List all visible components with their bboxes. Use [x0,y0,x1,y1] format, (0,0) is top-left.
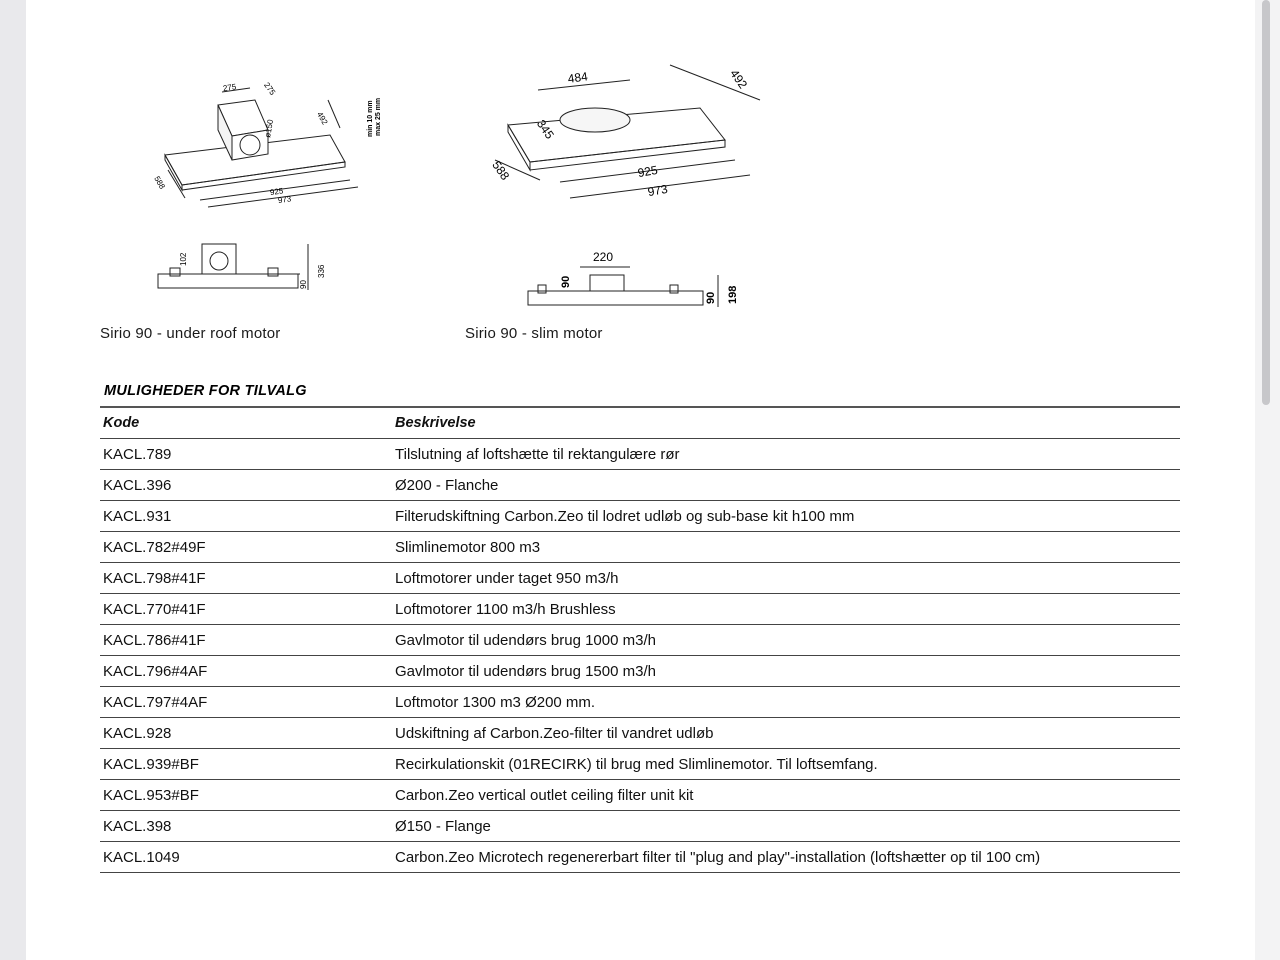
under-roof-motor-drawing [140,70,380,220]
description-cell: Carbon.Zeo vertical outlet ceiling filter unit kit [392,780,1180,811]
dim-text: 588 [489,158,513,183]
caption-slim: Sirio 90 - slim motor [465,325,603,342]
dim-text: 102 [179,252,188,266]
description-cell: Loftmotorer under taget 950 m3/h [392,563,1180,594]
dim-text: 925 [636,162,659,181]
header-code: Kode [100,407,392,439]
table-row [100,718,1180,749]
dim-text: 90 [299,280,308,289]
table-row [100,501,1180,532]
description-cell: Gavlmotor til udendørs brug 1500 m3/h [392,656,1180,687]
dim-text: 492 [727,66,751,92]
description-cell: Carbon.Zeo Microtech regenererbart filter til "plug and play"-installation (loftshætter op til 100 cm) [392,842,1180,873]
slim-side-drawing [520,245,745,315]
table-row [100,594,1180,625]
dim-text: 275 [262,80,278,97]
table-row [100,439,1180,470]
dim-text: 492 [315,110,330,127]
dim-text: 588 [152,174,167,191]
dim-text: 973 [277,194,292,206]
section-title: MULIGHEDER FOR TILVALG [104,383,307,399]
table-row [100,780,1180,811]
description-cell: Recirkulationskit (01RECIRK) til brug med Slimlinemotor. Til loftsemfang. [392,749,1180,780]
description-cell: Loftmotorer 1100 m3/h Brushless [392,594,1180,625]
description-cell: Loftmotor 1300 m3 Ø200 mm. [392,687,1180,718]
table-row [100,470,1180,501]
scrollbar-thumb[interactable] [1262,0,1270,405]
code-cell: KACL.928 [100,718,392,749]
options-table [100,406,1180,873]
code-cell: KACL.789 [100,439,392,470]
dim-text: 220 [593,250,614,264]
table-row [100,842,1180,873]
code-cell: KACL.953#BF [100,780,392,811]
table-row [100,625,1180,656]
dim-text: 345 [533,117,557,142]
code-cell: KACL.798#41F [100,563,392,594]
description-cell: Ø200 - Flanche [392,470,1180,501]
code-cell: KACL.939#BF [100,749,392,780]
code-cell: KACL.782#49F [100,532,392,563]
dim-text: 275 [222,82,237,93]
dim-text: max 25 mm [375,97,382,136]
table-row [100,687,1180,718]
description-cell: Tilslutning af loftshætte til rektangulære rør [392,439,1180,470]
code-cell: KACL.396 [100,470,392,501]
code-cell: KACL.796#4AF [100,656,392,687]
code-cell: KACL.770#41F [100,594,392,625]
dim-text: ø150 [263,118,276,139]
dim-text: 484 [566,69,589,86]
code-cell: KACL.797#4AF [100,687,392,718]
description-cell: Filterudskiftning Carbon.Zeo til lodret udløb og sub-base kit h100 mm [392,501,1180,532]
code-cell: KACL.931 [100,501,392,532]
code-cell: KACL.1049 [100,842,392,873]
slim-motor-drawing [480,60,780,210]
description-cell: Ø150 - Flange [392,811,1180,842]
table-row [100,749,1180,780]
table-row [100,811,1180,842]
header-description: Beskrivelse [392,407,1180,439]
dim-text: 90 [560,275,572,288]
description-cell: Gavlmotor til udendørs brug 1000 m3/h [392,625,1180,656]
dim-text: 336 [317,264,326,278]
table-row [100,563,1180,594]
dim-text: min 10 mm [367,100,374,137]
under-roof-side-drawing [150,238,330,296]
table-row [100,532,1180,563]
description-cell: Slimlinemotor 800 m3 [392,532,1180,563]
table-header-row [100,407,1180,439]
dim-text: 198 [727,285,739,304]
dim-text: 90 [705,291,717,304]
table-row [100,656,1180,687]
dim-text: 925 [269,186,284,198]
code-cell: KACL.786#41F [100,625,392,656]
caption-under-roof: Sirio 90 - under roof motor [100,325,281,342]
description-cell: Udskiftning af Carbon.Zeo-filter til vandret udløb [392,718,1180,749]
code-cell: KACL.398 [100,811,392,842]
dim-text: 973 [646,181,669,200]
